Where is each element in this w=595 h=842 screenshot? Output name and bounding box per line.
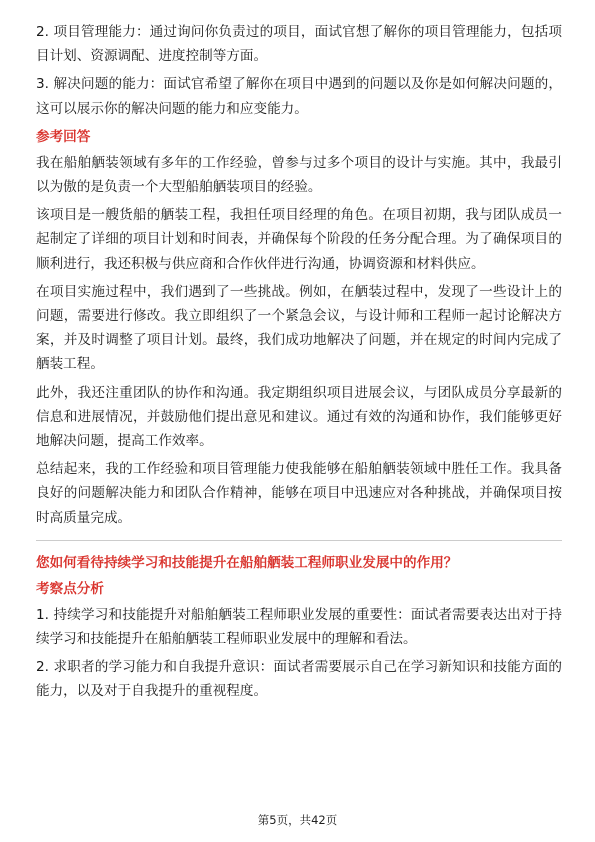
answer-heading: 参考回答 [36, 128, 91, 145]
answer-paragraph: 此外，我还注重团队的协作和沟通。我定期组织项目进展会议，与团队成员分享最新的信息和进展情况，并鼓励他们提出意见和建议。通过有效的沟通和协作，我们能够更好地解决问题，提高工作效率。 [36, 384, 562, 450]
analysis-item-1: 1. 持续学习和技能提升对船舶舾装工程师职业发展的重要性：面试者需要表达出对于持续学习和技能提升在船舶舾装工程师职业发展中的理解和看法。 [36, 606, 562, 648]
document-page [36, 20, 562, 708]
intro-item-2: 2. 项目管理能力：通过询问你负责过的项目，面试官想了解你的项目管理能力，包括项目计划、资源调配、进度控制等方面。 [36, 24, 562, 65]
answer-paragraph: 我在船舶舾装领域有多年的工作经验，曾参与过多个项目的设计与实施。其中，我最引以为傲的是负责一个大型船舶舾装项目的经验。 [36, 154, 562, 196]
answer-paragraph: 该项目是一艘货船的舾装工程，我担任项目经理的角色。在项目初期，我与团队成员一起制定了详细的项目计划和时间表，并确保每个阶段的任务分配合理。为了确保项目的顺利进行，我还积极与供应商和合作伙伴进行沟通，协调资源和材料供应。 [36, 207, 562, 272]
page-footer: 第5页，共42页 [257, 813, 338, 827]
answer-paragraph: 总结起来，我的工作经验和项目管理能力使我能够在船舶舾装领域中胜任工作。我具备良好的问题解决能力和团队合作精神，能够在项目中迅速应对各种挑战，并确保项目按时高质量完成。 [36, 461, 562, 526]
section-divider [36, 540, 562, 541]
intro-item-3: 3. 解决问题的能力：面试官希望了解你在项目中遇到的问题以及你是如何解决问题的，这可以展示你的解决问题的能力和应变能力。 [36, 76, 562, 117]
analysis-item-2: 2. 求职者的学习能力和自我提升意识：面试者需要展示自己在学习新知识和技能方面的能力，以及对于自我提升的重视程度。 [36, 659, 562, 700]
analysis-heading: 考察点分析 [36, 580, 104, 597]
question-heading: 您如何看待持续学习和技能提升在船舶舾装工程师职业发展中的作用？ [36, 554, 458, 571]
answer-paragraph: 在项目实施过程中，我们遇到了一些挑战。例如，在舾装过程中，发现了一些设计上的问题，需要进行修改。我立即组织了一个紧急会议，与设计师和工程师一起讨论解决方案，并及时调整了项目计划。最终，我们成功地解决了问题，并在规定的时间内完成了舾装工程。 [36, 283, 562, 373]
